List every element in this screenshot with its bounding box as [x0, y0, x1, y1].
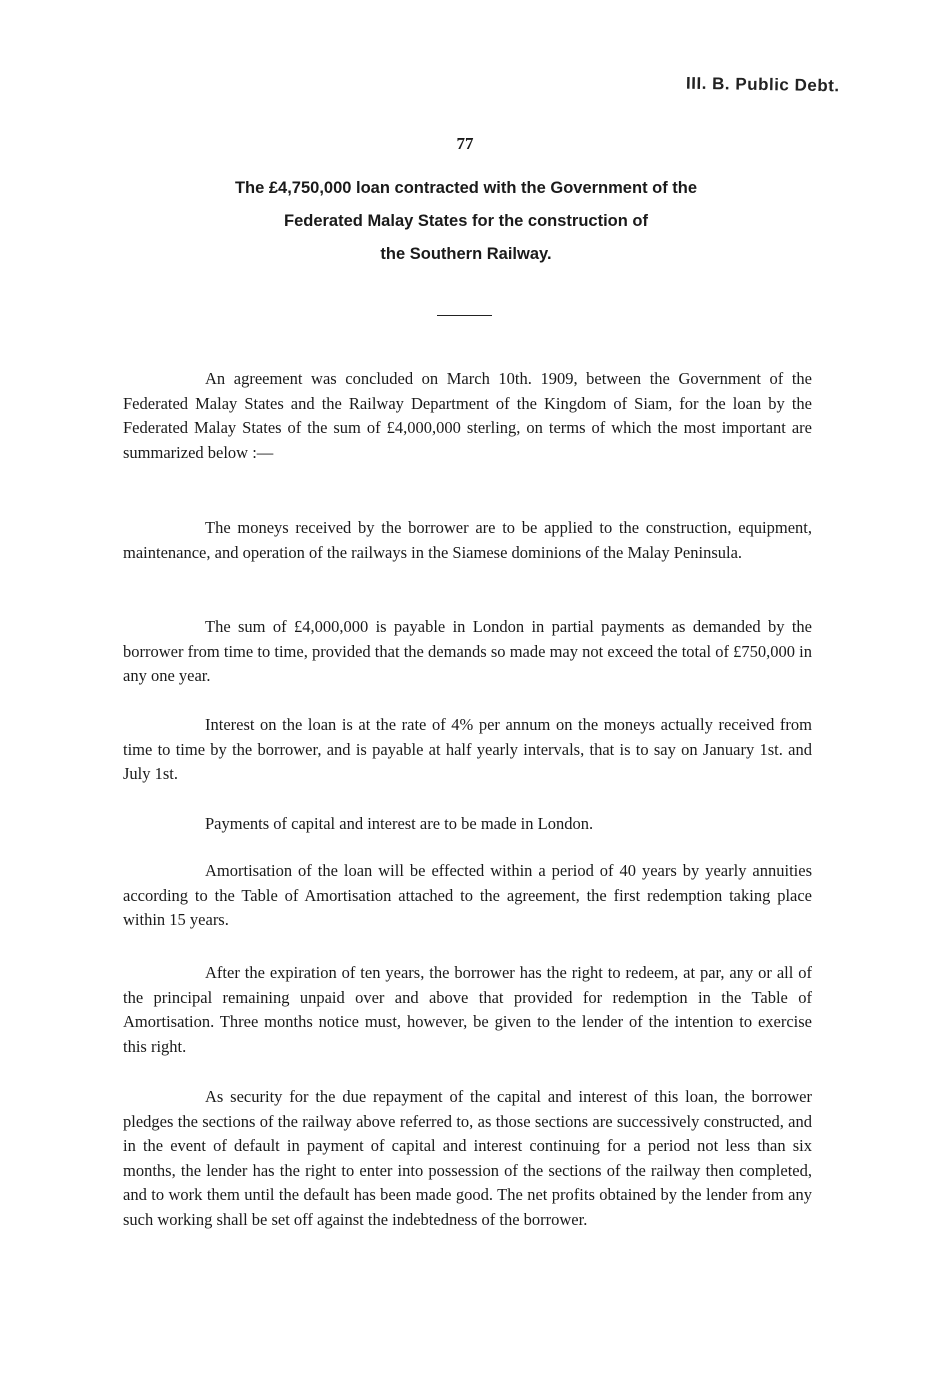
title-line-2: Federated Malay States for the construction of	[284, 212, 648, 230]
paragraph-amortisation: Amortisation of the loan will be effected within a period of 40 years by yearly annuities according to the Table of Amortisation attached to the agreement, the first redemption taking place within 15 years.	[123, 861, 812, 929]
page-title	[120, 172, 812, 271]
paragraph-use-of-moneys: The moneys received by the borrower are to be applied to the construction, equipment, maintenance, and operation of the railways in the Siamese dominions of the Malay Peninsula.	[123, 518, 812, 562]
title-divider	[437, 315, 492, 316]
paragraph-agreement: An agreement was concluded on March 10th. 1909, between the Government of the Federated Malay States and the Railway Department of the Kingdom of Siam, for the loan by the Federated Malay States of the sum of £4,000,000 sterling, on terms of which the most important are summarized below :—	[123, 369, 812, 462]
title-line-1: The £4,750,000 loan contracted with the Government of the	[234, 179, 698, 197]
paragraph-payments: The sum of £4,000,000 is payable in London in partial payments as demanded by the borrower from time to time, provided that the demands so made may not exceed the total of £750,000 in any one year.	[123, 617, 812, 685]
paragraph-payment-location: Payments of capital and interest are to be made in London.	[205, 814, 594, 833]
paragraph-security: As security for the due repayment of the capital and interest of this loan, the borrower pledges the sections of the railway above referred to, as those sections are successively constructed, and in the event of default in payment of capital and interest continuing for a period not less than six months, the lender has the right to enter into possession of the sections of the railway then completed, and to work them until the default has been made good. The net profits obtained by the lender from any such working shall be set off against the indebtedness of the borrower.	[123, 1087, 812, 1229]
title-line-3: the Southern Railway.	[380, 245, 552, 263]
running-head: III. B. Public Debt.	[686, 73, 841, 96]
paragraph-redemption: After the expiration of ten years, the borrower has the right to redeem, at par, any or all of the principal remaining unpaid over and above that provided for redemption in the Table of Amortisation. Three months notice must, however, be given to the lender of the intention to exercise this right.	[123, 963, 812, 1056]
paragraph-interest: Interest on the loan is at the rate of 4% per annum on the moneys actually received from time to time by the borrower, and is payable at half yearly intervals, that is to say on January 1st. and July 1st.	[123, 715, 812, 783]
page-number: 77	[456, 134, 474, 153]
